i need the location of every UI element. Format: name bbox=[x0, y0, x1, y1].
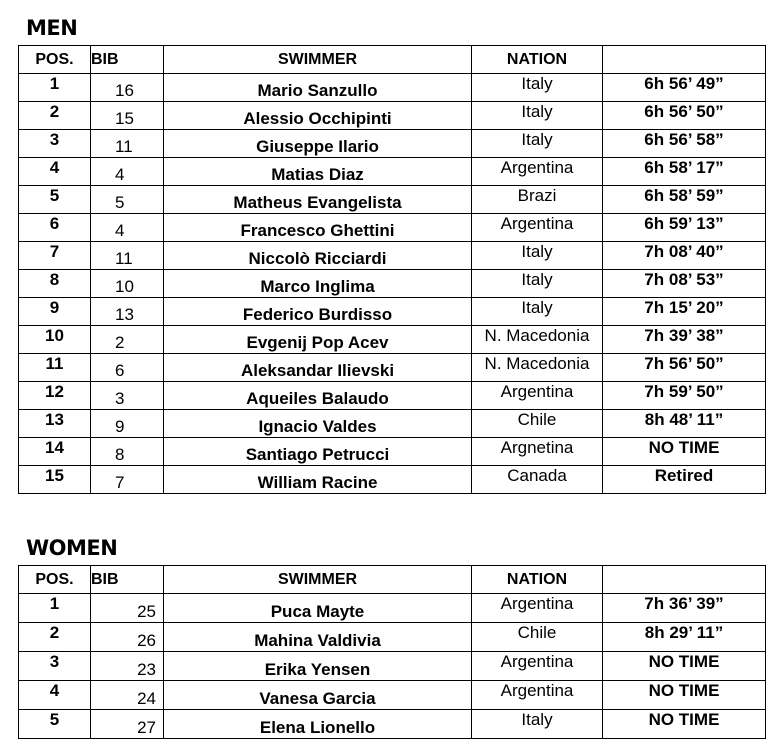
position-cell: 8 bbox=[19, 270, 91, 298]
time-cell: NO TIME bbox=[603, 438, 766, 466]
swimmer-name-cell: Ignacio Valdes bbox=[164, 410, 472, 438]
position-cell: 2 bbox=[19, 102, 91, 130]
bib-cell: 9 bbox=[91, 410, 164, 438]
swimmer-header: SWIMMER bbox=[164, 46, 472, 74]
position-cell: 2 bbox=[19, 623, 91, 652]
nation-cell: Italy bbox=[472, 74, 603, 102]
table-header-row bbox=[19, 566, 766, 594]
position-cell: 9 bbox=[19, 298, 91, 326]
bib-cell: 8 bbox=[91, 438, 164, 466]
table-row bbox=[19, 354, 766, 382]
women-section-title: WOMEN bbox=[26, 536, 118, 560]
swimmer-name-cell: Francesco Ghettini bbox=[164, 214, 472, 242]
swimmer-name-cell: Niccolò Ricciardi bbox=[164, 242, 472, 270]
bib-cell: 26 bbox=[91, 623, 164, 652]
swimmer-name-cell: Vanesa Garcia bbox=[164, 681, 472, 710]
nation-cell: N. Macedonia bbox=[472, 326, 603, 354]
nation-cell: Italy bbox=[472, 710, 603, 739]
table-row bbox=[19, 130, 766, 158]
table-row bbox=[19, 242, 766, 270]
time-cell: 8h 29’ 11” bbox=[603, 623, 766, 652]
table-row bbox=[19, 382, 766, 410]
bib-cell: 15 bbox=[91, 102, 164, 130]
nation-cell: Argnetina bbox=[472, 438, 603, 466]
time-cell: NO TIME bbox=[603, 710, 766, 739]
men-results-table bbox=[18, 45, 766, 494]
bib-cell: 11 bbox=[91, 130, 164, 158]
time-cell: 6h 58’ 59” bbox=[603, 186, 766, 214]
swimmer-name-cell: Elena Lionello bbox=[164, 710, 472, 739]
time-cell: NO TIME bbox=[603, 681, 766, 710]
table-row bbox=[19, 158, 766, 186]
table-row bbox=[19, 326, 766, 354]
bib-cell: 27 bbox=[91, 710, 164, 739]
time-cell: 6h 59’ 13” bbox=[603, 214, 766, 242]
position-cell: 5 bbox=[19, 710, 91, 739]
position-cell: 3 bbox=[19, 130, 91, 158]
swimmer-name-cell: Matias Diaz bbox=[164, 158, 472, 186]
bib-header: BIB bbox=[91, 46, 164, 74]
pos-header: POS. bbox=[19, 46, 91, 74]
time-cell: Retired bbox=[603, 466, 766, 494]
bib-cell: 10 bbox=[91, 270, 164, 298]
swimmer-name-cell: Giuseppe Ilario bbox=[164, 130, 472, 158]
table-header-row bbox=[19, 46, 766, 74]
swimmer-name-cell: Puca Mayte bbox=[164, 594, 472, 623]
table-row bbox=[19, 594, 766, 623]
nation-cell: Argentina bbox=[472, 214, 603, 242]
time-cell: 7h 15’ 20” bbox=[603, 298, 766, 326]
nation-cell: Argentina bbox=[472, 652, 603, 681]
time-cell: 7h 59’ 50” bbox=[603, 382, 766, 410]
nation-cell: Argentina bbox=[472, 594, 603, 623]
bib-cell: 5 bbox=[91, 186, 164, 214]
table-row bbox=[19, 710, 766, 739]
nation-cell: Argentina bbox=[472, 382, 603, 410]
table-row bbox=[19, 74, 766, 102]
time-cell: NO TIME bbox=[603, 652, 766, 681]
table-row bbox=[19, 438, 766, 466]
nation-cell: Italy bbox=[472, 102, 603, 130]
nation-cell: N. Macedonia bbox=[472, 354, 603, 382]
bib-cell: 4 bbox=[91, 158, 164, 186]
nation-cell: Italy bbox=[472, 130, 603, 158]
swimmer-name-cell: Marco Inglima bbox=[164, 270, 472, 298]
bib-cell: 24 bbox=[91, 681, 164, 710]
position-cell: 11 bbox=[19, 354, 91, 382]
time-cell: 7h 56’ 50” bbox=[603, 354, 766, 382]
time-cell: 7h 08’ 40” bbox=[603, 242, 766, 270]
table-row bbox=[19, 186, 766, 214]
position-cell: 13 bbox=[19, 410, 91, 438]
bib-cell: 7 bbox=[91, 466, 164, 494]
men-section-title: MEN bbox=[26, 16, 78, 40]
bib-cell: 6 bbox=[91, 354, 164, 382]
table-row bbox=[19, 466, 766, 494]
nation-header: NATION bbox=[472, 566, 603, 594]
position-cell: 1 bbox=[19, 74, 91, 102]
table-row bbox=[19, 652, 766, 681]
position-cell: 4 bbox=[19, 158, 91, 186]
position-cell: 6 bbox=[19, 214, 91, 242]
swimmer-name-cell: Matheus Evangelista bbox=[164, 186, 472, 214]
table-row bbox=[19, 298, 766, 326]
nation-cell: Italy bbox=[472, 270, 603, 298]
table-row bbox=[19, 102, 766, 130]
time-header bbox=[603, 46, 766, 74]
position-cell: 4 bbox=[19, 681, 91, 710]
nation-cell: Italy bbox=[472, 242, 603, 270]
position-cell: 14 bbox=[19, 438, 91, 466]
time-cell: 8h 48’ 11” bbox=[603, 410, 766, 438]
time-cell: 6h 56’ 49” bbox=[603, 74, 766, 102]
bib-cell: 4 bbox=[91, 214, 164, 242]
swimmer-name-cell: Alessio Occhipinti bbox=[164, 102, 472, 130]
position-cell: 15 bbox=[19, 466, 91, 494]
nation-cell: Chile bbox=[472, 623, 603, 652]
swimmer-name-cell: Mario Sanzullo bbox=[164, 74, 472, 102]
time-header bbox=[603, 566, 766, 594]
swimmer-name-cell: Mahina Valdivia bbox=[164, 623, 472, 652]
nation-cell: Chile bbox=[472, 410, 603, 438]
position-cell: 5 bbox=[19, 186, 91, 214]
position-cell: 3 bbox=[19, 652, 91, 681]
table-row bbox=[19, 270, 766, 298]
bib-cell: 2 bbox=[91, 326, 164, 354]
swimmer-name-cell: Evgenij Pop Acev bbox=[164, 326, 472, 354]
bib-cell: 3 bbox=[91, 382, 164, 410]
swimmer-name-cell: Aleksandar Ilievski bbox=[164, 354, 472, 382]
nation-cell: Argentina bbox=[472, 681, 603, 710]
nation-cell: Brazi bbox=[472, 186, 603, 214]
table-row bbox=[19, 681, 766, 710]
time-cell: 7h 39’ 38” bbox=[603, 326, 766, 354]
position-cell: 12 bbox=[19, 382, 91, 410]
time-cell: 7h 36’ 39” bbox=[603, 594, 766, 623]
table-row bbox=[19, 623, 766, 652]
nation-cell: Italy bbox=[472, 298, 603, 326]
position-cell: 10 bbox=[19, 326, 91, 354]
bib-cell: 16 bbox=[91, 74, 164, 102]
table-row bbox=[19, 214, 766, 242]
bib-cell: 25 bbox=[91, 594, 164, 623]
swimmer-header: SWIMMER bbox=[164, 566, 472, 594]
time-cell: 6h 58’ 17” bbox=[603, 158, 766, 186]
pos-header: POS. bbox=[19, 566, 91, 594]
table-row bbox=[19, 410, 766, 438]
swimmer-name-cell: William Racine bbox=[164, 466, 472, 494]
time-cell: 7h 08’ 53” bbox=[603, 270, 766, 298]
position-cell: 7 bbox=[19, 242, 91, 270]
swimmer-name-cell: Santiago Petrucci bbox=[164, 438, 472, 466]
nation-cell: Argentina bbox=[472, 158, 603, 186]
women-results-table bbox=[18, 565, 766, 739]
time-cell: 6h 56’ 58” bbox=[603, 130, 766, 158]
bib-cell: 11 bbox=[91, 242, 164, 270]
bib-cell: 13 bbox=[91, 298, 164, 326]
bib-cell: 23 bbox=[91, 652, 164, 681]
position-cell: 1 bbox=[19, 594, 91, 623]
swimmer-name-cell: Erika Yensen bbox=[164, 652, 472, 681]
swimmer-name-cell: Aqueiles Balaudo bbox=[164, 382, 472, 410]
bib-header: BIB bbox=[91, 566, 164, 594]
time-cell: 6h 56’ 50” bbox=[603, 102, 766, 130]
nation-header: NATION bbox=[472, 46, 603, 74]
nation-cell: Canada bbox=[472, 466, 603, 494]
swimmer-name-cell: Federico Burdisso bbox=[164, 298, 472, 326]
